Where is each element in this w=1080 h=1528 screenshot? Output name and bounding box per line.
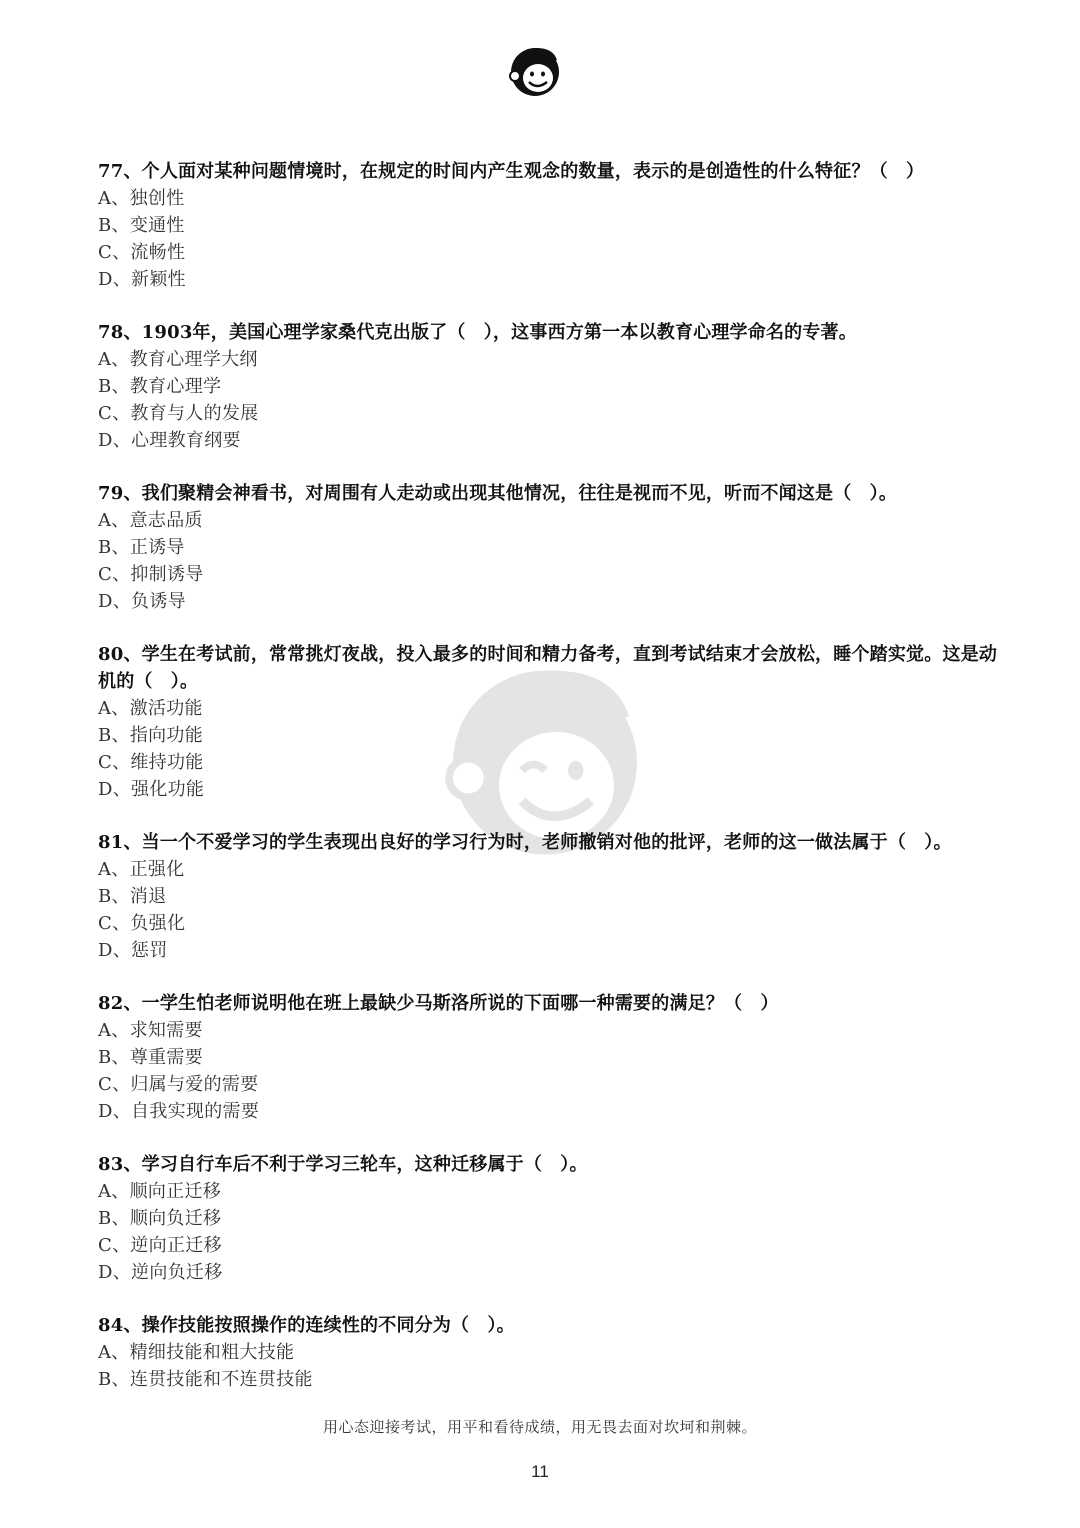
question-list	[98, 158, 998, 1419]
answer-option: B、指向功能	[98, 725, 204, 746]
answer-option: A、求知需要	[98, 1020, 203, 1041]
question-text: 82、一学生怕老师说明他在班上最缺少马斯洛所说的下面哪一种需要的满足？（ ）	[98, 993, 779, 1014]
answer-option: B、教育心理学	[98, 376, 222, 397]
question-block	[98, 1151, 998, 1286]
answer-option: C、逆向正迁移	[98, 1235, 222, 1256]
answer-option: D、惩罚	[98, 940, 168, 961]
question-text: 79、我们聚精会神看书，对周围有人走动或出现其他情况，往往是视而不见，听而不闻这是（ ）。	[98, 483, 898, 504]
question-text: 80、学生在考试前，常常挑灯夜战，投入最多的时间和精力备考，直到考试结束才会放松，睡个踏实觉。这是动机的（ ）。	[98, 644, 998, 692]
answer-option: C、负强化	[98, 913, 186, 934]
answer-option: C、流畅性	[98, 242, 186, 263]
question-block	[98, 319, 998, 454]
answer-option: D、心理教育纲要	[98, 430, 241, 451]
question-text: 84、操作技能按照操作的连续性的不同分为（ ）。	[98, 1315, 515, 1336]
question-block	[98, 480, 998, 615]
answer-option: B、连贯技能和不连贯技能	[98, 1369, 313, 1390]
answer-option: B、尊重需要	[98, 1047, 204, 1068]
question-block	[98, 829, 998, 964]
question-block	[98, 158, 998, 293]
question-block	[98, 990, 998, 1125]
answer-option: A、意志品质	[98, 510, 203, 531]
answer-option: D、自我实现的需要	[98, 1101, 260, 1122]
monkey-mascot-icon	[505, 40, 565, 100]
answer-option: B、正诱导	[98, 537, 185, 558]
answer-option: C、教育与人的发展	[98, 403, 259, 424]
answer-option: A、教育心理学大纲	[98, 349, 258, 370]
question-block	[98, 1312, 998, 1393]
answer-option: C、抑制诱导	[98, 564, 204, 585]
question-text: 83、学习自行车后不利于学习三轮车，这种迁移属于（ ）。	[98, 1154, 588, 1175]
question-text: 81、当一个不爱学习的学生表现出良好的学习行为时，老师撤销对他的批评，老师的这一做法属于（ ）。	[98, 832, 952, 853]
answer-option: B、消退	[98, 886, 167, 907]
answer-option: C、归属与爱的需要	[98, 1074, 259, 1095]
answer-option: D、新颖性	[98, 269, 186, 290]
answer-option: D、强化功能	[98, 779, 205, 800]
question-text: 77、个人面对某种问题情境时，在规定的时间内产生观念的数量，表示的是创造性的什么特征？（ ）	[98, 161, 925, 182]
question-text: 78、1903年，美国心理学家桑代克出版了（ ），这事西方第一本以教育心理学命名的专著。	[98, 322, 857, 343]
answer-option: C、维持功能	[98, 752, 204, 773]
answer-option: D、负诱导	[98, 591, 186, 612]
question-block	[98, 641, 998, 803]
answer-option: A、激活功能	[98, 698, 203, 719]
page-number: 11	[531, 1462, 549, 1481]
answer-option: A、正强化	[98, 859, 185, 880]
answer-option: B、变通性	[98, 215, 185, 236]
answer-option: B、顺向负迁移	[98, 1208, 222, 1229]
footer-motto: 用心态迎接考试，用平和看待成绩，用无畏去面对坎坷和荆棘。	[322, 1418, 757, 1436]
answer-option: A、顺向正迁移	[98, 1181, 222, 1202]
answer-option: A、独创性	[98, 188, 185, 209]
answer-option: A、精细技能和粗大技能	[98, 1342, 295, 1363]
answer-option: D、逆向负迁移	[98, 1262, 223, 1283]
